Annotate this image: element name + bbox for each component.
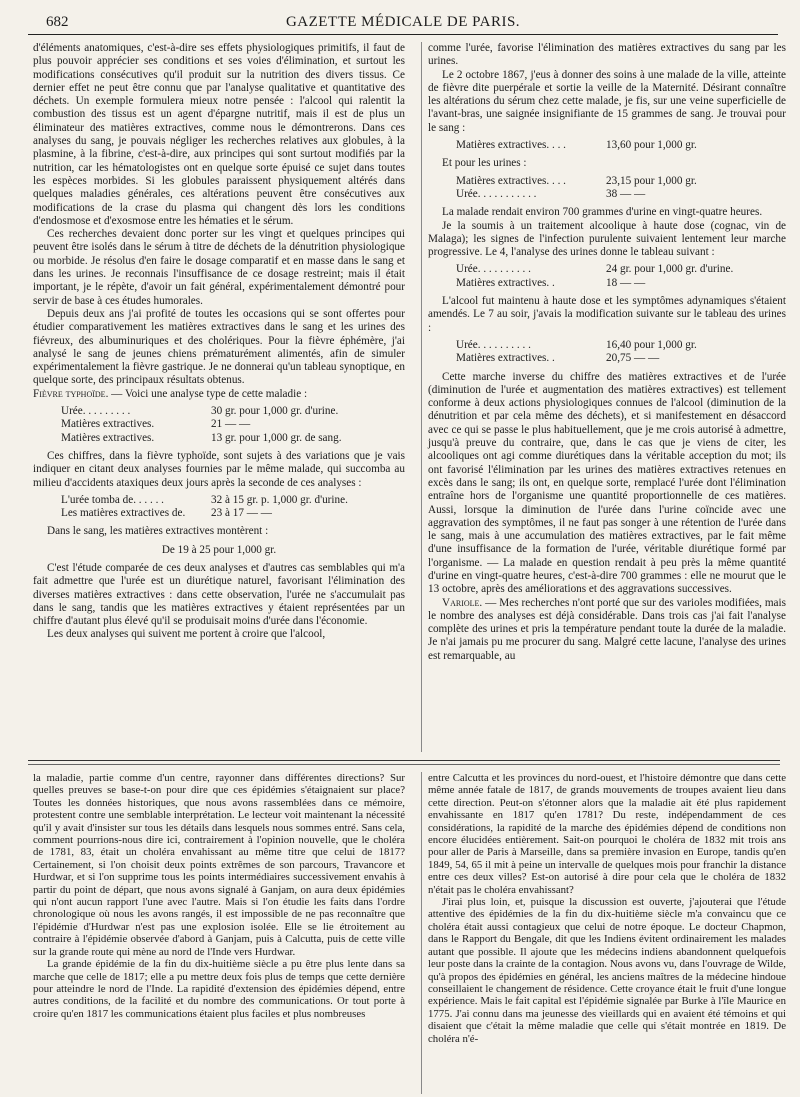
row-label: Urée. . . . . . . . . . [456,263,531,276]
section-intro: — Mes recherches n'ont porté que sur des varioles modifiées, mais le nombre des analyses est déjà considérable. Dans trois cas j'ai fait l'analyse complète des urines et pris la température pendant toute la durée de la maladie. Je n'ai jamais pu me procurer du sang. Malgré cette lacune, l'analyse des urines est remarquable, au [428,596,786,662]
page-header [28,12,778,35]
table-row [456,352,786,365]
row-value: 30 gr. pour 1,000 gr. d'urine. [211,405,339,418]
paragraph: Depuis deux ans j'ai profité de toutes les occasions qui se sont offertes pour étudier comparativement les matières extractives dans le sang et les urines des fiévreux, des albuminuriques et des cholériques. Pour la fièvre éphémère, j'ai analysé le sang de jeunes chiens prématurément alimentés, afin de simuler expérimentalement la fièvre gastrique. Je ne donnerai qu'un tableau synoptique, en quelque sorte, des principaux résultats obtenus. [33,307,405,387]
analysis-table [456,263,786,290]
centered-value: De 19 à 25 pour 1,000 gr. [161,543,277,556]
row-label: Matières extractives. [61,418,155,431]
article-left-column [33,42,405,752]
table-row [61,405,405,418]
row-label: Matières extractives. . . . [456,174,566,187]
analysis-table [456,139,786,152]
row-value: 23 à 17 — — [211,507,272,520]
paragraph: comme l'urée, favorise l'élimination des matières extractives du sang par les urines. [428,42,786,68]
table-row [456,277,786,290]
table-row [456,175,786,188]
paragraph: C'est l'étude comparée de ces deux analyses et d'autres cas semblables qui m'a fait admettre que l'urée est un diurétique naturel, favorisant l'élimination des diverses matières extractives : dans cette observation, l'urée ne s'accumulait pas dans le sang, tandis que les matières extractives y étaient représentées par un chiffre d'autant plus élevé qu'il se produisait moins d'urée dans l'économie. [33,561,405,628]
section-heading-variole [428,597,786,663]
row-label: L'urée tomba de. . . . . . [61,493,164,506]
paragraph: entre Calcutta et les provinces du nord-ouest, et l'histoire démontre que dans cette même année fatale de 1817, de grands mouvements de troupes avaient lieu dans cette direction. Peut-on s'étonner alors que la maladie ait été plus rapidement envahissante en 1817 qu'en 1781? Du reste, indépendamment de ces considérations, la rapidité de la marche des épidémies dépend de conditions non encore élucidées entièrement. Sait-on pourquoi le choléra de 1832 mit trois ans pour aller de Paris à Marseille, dans sa première invasion en Europe, tandis qu'en 1849, 54, 65 il mit à peine un intervalle de quelques mois pour franchir la distance entre ces deux villes? Est-on autorisé à dire pour cela que le choléra de 1832 n'était pas le choléra envahissant? [428,772,786,896]
paragraph: La malade rendait environ 700 grammes d'urine en vingt-quatre heures. [442,206,763,219]
section-divider [28,764,780,765]
section-divider [28,760,780,761]
analysis-table [61,494,405,521]
paragraph: L'alcool fut maintenu à haute dose et les symptômes adynamiques s'étaient amendés. Le 7 au soir, j'avais la modification suivante sur le tableau des urines : [428,295,786,334]
table-row [61,432,405,445]
row-label: Matières extractives. [61,431,155,444]
table-row [61,507,405,520]
row-value: 24 gr. pour 1,000 gr. d'urine. [606,263,734,276]
paragraph: La grande épidémie de la fin du dix-huitième siècle a pu être plus lente dans sa marche que celle de 1817; elle a pu mettre deux fois plus de temps que cette dernière pour atteindre le nord de l'Inde. La rapidité d'extension des épidémies dépend, entre autres conditions, de la facilité et du nombre des communications. Or tout porte à croire qu'en 1817 les communications étaient plus faciles et plus nombreuses [33,958,405,1020]
paragraph: Ces chiffres, dans la fièvre typhoïde, sont sujets à des variations que je vais indiquer en citant deux analyses fournies par le même malade, qui succomba au milieu d'accidents ataxiques deux jours après la seconde de ces analyses : [33,449,405,489]
journal-title: GAZETTE MÉDICALE DE PARIS. [285,14,521,30]
table-row [61,494,405,507]
row-value: 21 — — [211,418,251,431]
table-row [61,418,405,431]
feuilleton-left-column [33,772,405,1094]
row-label: Matières extractives. . . . [456,139,566,152]
paragraph: Les deux analyses qui suivent me portent à croire que l'alcool, [47,628,326,641]
analysis-table [61,405,405,445]
paragraph: Cette marche inverse du chiffre des matières extractives et de l'urée (diminution de l'urée et augmentation des matières extractives) est tellement conforme à deux actions physiologiques connues de l'alcool (diminution de la dénutrition et par cela même des déchets), et si manifestement en désaccord avec ce qui se passe le plus habituellement, que je me crois autorisé à admettre, jusqu'à preuve du contraire, que, dans le cas que je viens de citer, les alcooliques ont agi comme diurétiques dans la véritable acception du mot; ils ont favorisé l'élimination par les urines des matières extractives retenues en excès dans le sang; ils ont, en quelque sorte, remplacé l'urée dont l'élimination entraîne hors de l'organisme une quantité proportionnelle de ces matières. Aussi, lorsque la diminution de l'urée dans l'urine coïncide avec une aggravation des symptômes, il ne faut pas songer à une rétention de l'urée dans le sang, mais à une accumulation des matières extractives, par le fait même d'une insuffisance de la formation de l'urée, véritable diurétique formé par l'organisme. — La malade en question rendait à peu près la même quantité d'urine en vingt-quatre heures, c'est-à-dire 700 grammes : elle ne mourut que le 13 octobre, après des améliorations et des aggravations successives. [428,370,786,596]
row-value: 16,40 pour 1,000 gr. [606,338,697,351]
page-number: 682 [46,14,69,30]
paragraph: Je la soumis à un traitement alcoolique à haute dose (cognac, vin de Malaga); les signes de l'infection purulente suivaient lentement leur marche progressive. Le 4, l'analyse des urines donne le tableau suivant : [428,219,786,259]
paragraph: Le 2 octobre 1867, j'eus à donner des soins à une malade de la ville, atteinte de fièvre dite puerpérale et sortie la veille de la Maternité. Désirant connaître les altérations du sérum chez cette malade, je fis, sur une veine superficielle de l'avant-bras, une saignée insignifiante de 15 grammes de sang. Je trouvai pour le sang : [428,68,786,134]
table-row [456,263,786,276]
analysis-table [456,175,786,202]
row-label: Urée. . . . . . . . . . [456,338,531,351]
analysis-table [456,339,786,366]
paragraph: la maladie, partie comme d'un centre, rayonner dans différentes directions? Sur quelles preuves se base-t-on pour dire que ces épidémies s'étaignaient sur place? Toutes les données historiques, que nous avons rassemblées dans ce mémoire, protestent contre une semblable interprétation. Le lecteur voit maintenant la nécessité qu'il y avait d'insister sur tous les détails dans lesquels nous sommes entré. Sans cela, comment pourrions-nous dire ici, contrairement à l'opinion nouvelle, que le choléra de 1781, 83, était un choléra envahissant au même titre que celui de 1817? Certainement, si l'on choisit deux points extrêmes de son parcours, Travancore et Hurdwar, et si l'on supprime tous les points intermédiaires successivement envahis à partir du point de départ, que nous avons signalé à Ganjam, on aura deux épidémies qui n'ont aucun rapport l'une avec l'autre. Mais si l'on étudie les faits dans l'ordre chronologique où nous les avons rangés, il est impossible de ne pas reconnaître que l'épidémie d'Hurdwar n'est pas une explosion isolée. Elle se lie étroitement au contraire à l'épidémie observée d'abord à Ganjam, puis à Calcutta, puis de cette ville sur la grande route qui mène au nord de l'Inde vers Hurdwar. [33,772,405,958]
section-intro: — Voici une analyse type de cette maladie : [108,387,308,400]
paragraph: d'éléments anatomiques, c'est-à-dire ses effets physiologiques primitifs, il faut de plus pouvoir apprécier ses conditions et ses voies d'élimination, et surtout les modifications consécutives qu'il produit sur la nutrition des divers tissus. Ce dernier effet ne peut être connu que par l'analyse qualitative et quantitative des déchets. Un exemple formulera mieux notre pensée : l'alcool qui ralentit la combustion des tissus est un agent d'épargne nutritif, mais il est de plus un éliminateur des matières extractives, comme nous le démontrerons. Dans ces analyses du sang, je pouvais négliger les recherches relatives aux globules, à la plasmine, à la fibrine, c'est-à-dire, aux principes qui sont surtout modifiés par la nutrition, car les hématologistes ont en quelque sorte épuisé ce sujet dans toutes les espèces morbides. Si les globules paraissent physiquement altérés dans quelques maladies générales, ces altérations peuvent être consécutives aux modifications de la crase du plasma qui changent dès lors les conditions d'endosmose et d'exosmose entre les hématies et le sérum. [33,42,405,227]
section-heading-typhoid [33,388,405,401]
paragraph: Ces recherches devaient donc porter sur les vingt et quelques principes qui peuvent être isolés dans le sérum à titre de déchets de la dénutrition physiologique ou morbide. Je résolus d'en faire le dosage comparatif et en masse dans le sang et dans les urines. Je reconnais l'insuffisance de ce dosage restreint; mais il était important, je le répète, d'avoir un fait général, expérimentalement démontré pour servir de base à ces études humorales. [33,228,405,307]
table-row [456,339,786,352]
row-label: Matières extractives. . [456,276,555,289]
row-value: 23,15 pour 1,000 gr. [606,174,697,187]
row-value: 20,75 — — [606,352,660,365]
paragraph: J'irai plus loin, et, puisque la discussion est ouverte, j'ajouterai que l'étude attentive des épidémies de la fin du dix-huitième siècle m'a convaincu que ce choléra était aussi contagieux que celui de notre époque. Le docteur Chapmon, dans le Rapport du Bengale, dit que les Indiens évitent ordinairement les malades autant que possible. Il ajoute que les médecins indiens abandonnent quelquefois leur poste dans la crainte de la contagion. Nous avons vu, dans l'ouvrage de Wilde, qu'à propos des épidémies en général, les anciens maîtres de la médecine hindoue conseillaient le changement de résidence. Cette croyance était le fruit d'une longue expérience. Mais le fait capital est l'épidémie signalée par Burke à l'île Maurice en 1775. J'ai connu dans ma jeunesse des vieillards qui en avaient été témoins et qui disaient que c'était la même maladie que celle qui s'était montrée en 1819. De choléra n'é- [428,896,786,1045]
row-label: Les matières extractives de. [61,507,186,520]
paragraph: Dans le sang, les matières extractives montèrent : [47,525,269,538]
section-label: Variole. [442,596,483,609]
row-label: Urée. . . . . . . . . . . [456,187,537,200]
row-value: 18 — — [606,276,646,289]
table-row [456,188,786,201]
row-value: 32 à 15 gr. p. 1,000 gr. d'urine. [211,493,348,506]
row-value: 13,60 pour 1,000 gr. [606,139,697,152]
row-label: Matières extractives. . [456,352,555,365]
table-row [456,139,786,152]
row-value: 13 gr. pour 1,000 gr. de sang. [211,431,342,444]
paragraph: Et pour les urines : [442,157,527,170]
row-label: Urée. . . . . . . . . [61,405,131,418]
row-value: 38 — — [606,187,646,200]
feuilleton-right-column [421,772,786,1094]
article-right-column [421,42,786,752]
section-label: Fièvre typhoïde. [33,387,109,400]
